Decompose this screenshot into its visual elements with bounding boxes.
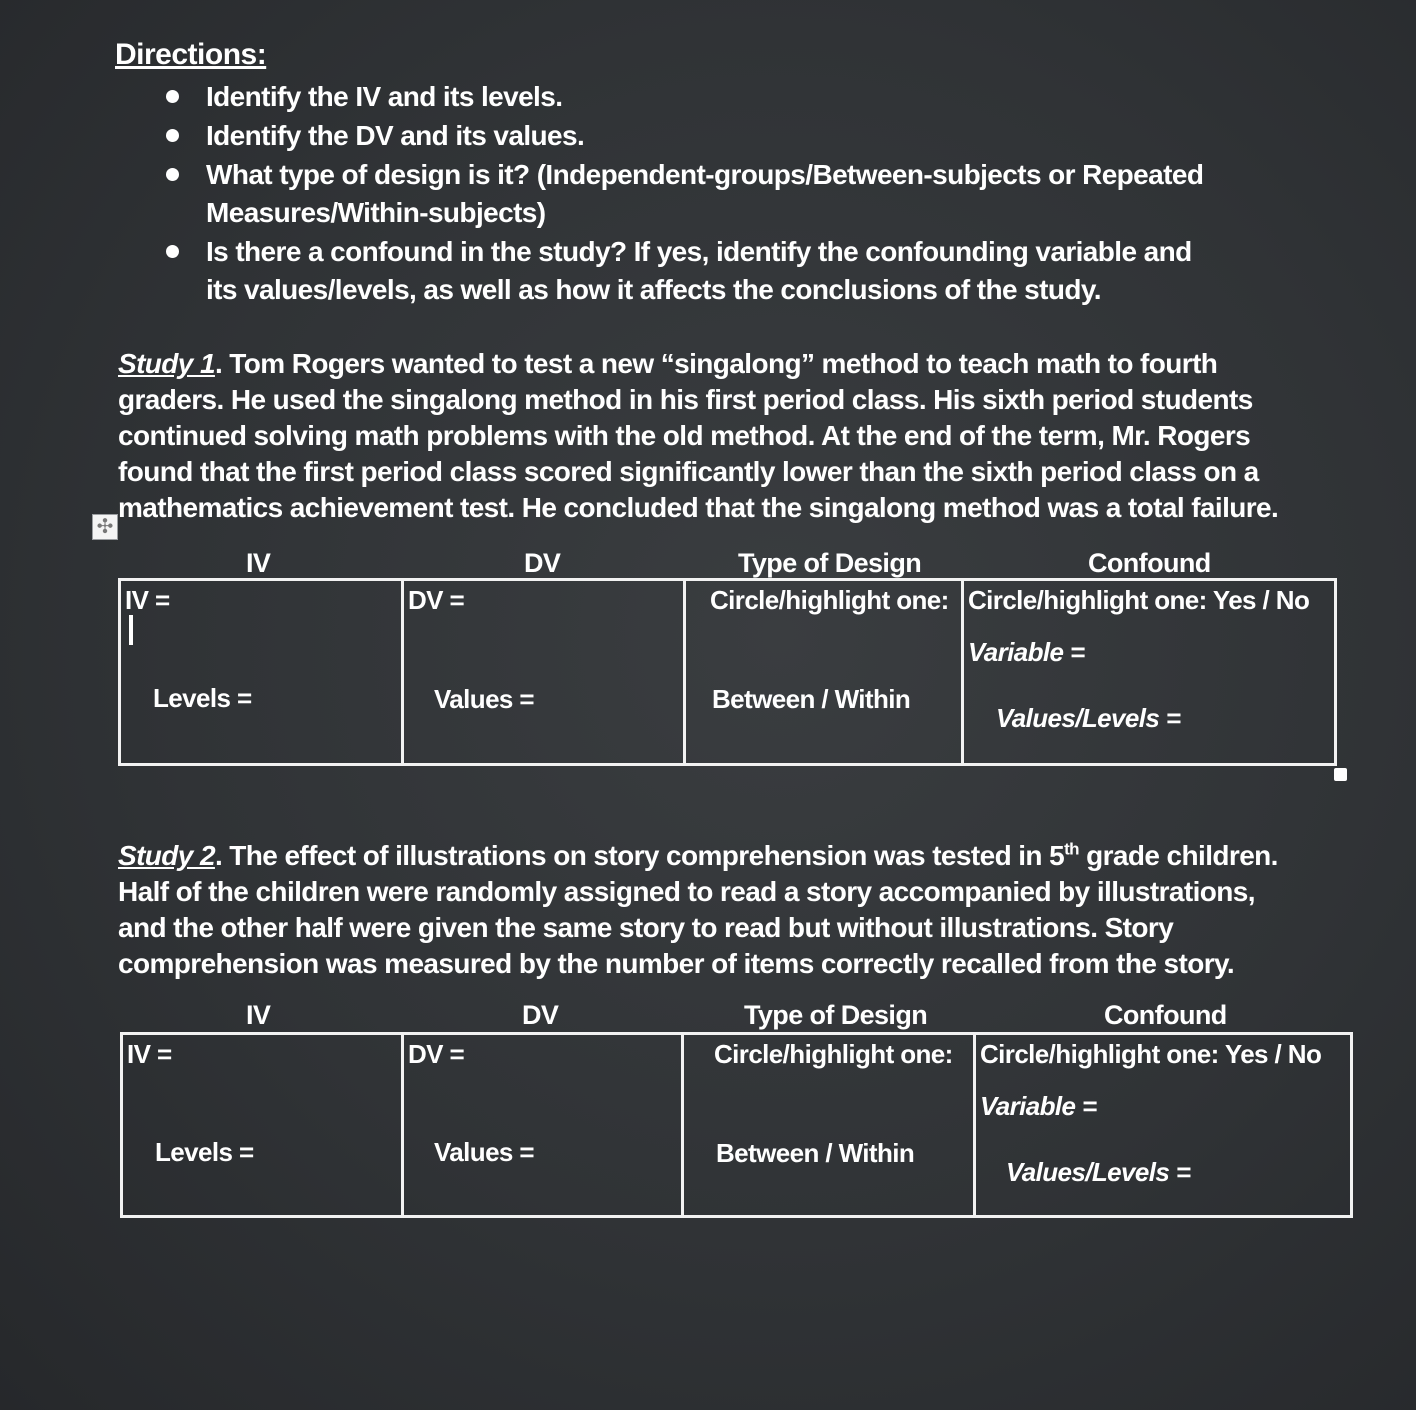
confound-choice[interactable]: Circle/highlight one: Yes / No — [980, 1039, 1322, 1069]
confound-cell[interactable] — [975, 1034, 1352, 1217]
study-1-text: . Tom Rogers wanted to test a new “singalong” method to teach math to fourth graders. He used the singalong method in his first period class. His sixth period students continued solving math problems with the old method. At the end of the term, Mr. Rogers found that the first period class scored significantly lower than the sixth period class on a mathematics achievement test. He concluded that the singalong method was a total failure. — [118, 348, 1279, 523]
header-dv: DV — [524, 548, 561, 578]
study-2-paragraph — [118, 838, 1298, 982]
directions-item — [160, 117, 1220, 155]
directions-title: Directions: — [115, 38, 267, 71]
study-1-paragraph — [118, 346, 1298, 526]
study-2-answer-table — [120, 1032, 1353, 1218]
header-dv: DV — [522, 1000, 559, 1030]
bullet-dot-icon — [166, 245, 179, 258]
dv-cell[interactable] — [403, 580, 685, 765]
variable-label: Variable = — [980, 1091, 1097, 1121]
study-2-label: Study 2 — [118, 840, 215, 871]
dv-label: DV = — [408, 585, 465, 615]
design-options[interactable]: Between / Within — [716, 1138, 915, 1168]
levels-label: Levels = — [153, 683, 252, 713]
study-1-label: Study 1 — [118, 348, 215, 379]
study-1-table-headers — [118, 548, 1334, 582]
directions-item-text: Is there a confound in the study? If yes, identify the confounding variable and its values/levels, as well as how it affects the conclusions of the study. — [206, 236, 1192, 305]
study-2-superscript: th — [1064, 839, 1079, 859]
design-cell[interactable] — [683, 1034, 975, 1217]
text-cursor — [129, 615, 133, 645]
levels-label: Levels = — [155, 1137, 254, 1167]
header-type-of-design: Type of Design — [744, 1000, 928, 1030]
directions-item-text: Identify the IV and its levels. — [206, 81, 563, 112]
design-instruction: Circle/highlight one: — [714, 1039, 953, 1069]
header-iv: IV — [246, 548, 271, 578]
directions-list — [160, 78, 1220, 310]
iv-cell[interactable] — [120, 580, 403, 765]
directions-item — [160, 78, 1220, 116]
confound-cell[interactable] — [963, 580, 1336, 765]
values-label: Values = — [434, 684, 534, 714]
header-type-of-design: Type of Design — [738, 548, 922, 578]
bullet-dot-icon — [166, 90, 179, 103]
study-2-text-a: . The effect of illustrations on story comprehension was tested in 5 — [214, 840, 1065, 871]
iv-label: IV = — [127, 1039, 172, 1069]
iv-cell[interactable] — [122, 1034, 403, 1217]
iv-label: IV = — [125, 585, 170, 615]
directions-item — [160, 156, 1220, 232]
directions-item-text: Identify the DV and its values. — [206, 120, 585, 151]
table-resize-handle[interactable] — [1334, 768, 1347, 781]
design-cell[interactable] — [685, 580, 963, 765]
variable-label: Variable = — [968, 637, 1085, 667]
header-iv: IV — [246, 1000, 271, 1030]
values-label: Values = — [434, 1137, 534, 1167]
design-options[interactable]: Between / Within — [712, 684, 911, 714]
directions-item — [160, 233, 1220, 309]
bullet-dot-icon — [166, 168, 179, 181]
directions-item-text: What type of design is it? (Independent-groups/Between-subjects or Repeated Measures/Within-subjects) — [206, 159, 1204, 228]
header-confound: Confound — [1104, 1000, 1227, 1030]
study-2-text-b: grade children. Half of the children were randomly assigned to read a story accompanied by illustrations, and the other half were given the same story to read but without illustrations. Story comprehension was measured by the number of items correctly recalled from the story. — [118, 840, 1278, 979]
dv-label: DV = — [408, 1039, 465, 1069]
study-2-table-headers — [120, 1000, 1350, 1034]
values-levels-label: Values/Levels = — [1006, 1157, 1191, 1187]
table-move-icon[interactable]: ✣ — [92, 514, 118, 540]
bullet-dot-icon — [166, 129, 179, 142]
header-confound: Confound — [1088, 548, 1211, 578]
study-1-answer-table — [118, 578, 1337, 766]
confound-choice[interactable]: Circle/highlight one: Yes / No — [968, 585, 1310, 615]
design-instruction: Circle/highlight one: — [710, 585, 949, 615]
dv-cell[interactable] — [403, 1034, 683, 1217]
values-levels-label: Values/Levels = — [996, 703, 1181, 733]
